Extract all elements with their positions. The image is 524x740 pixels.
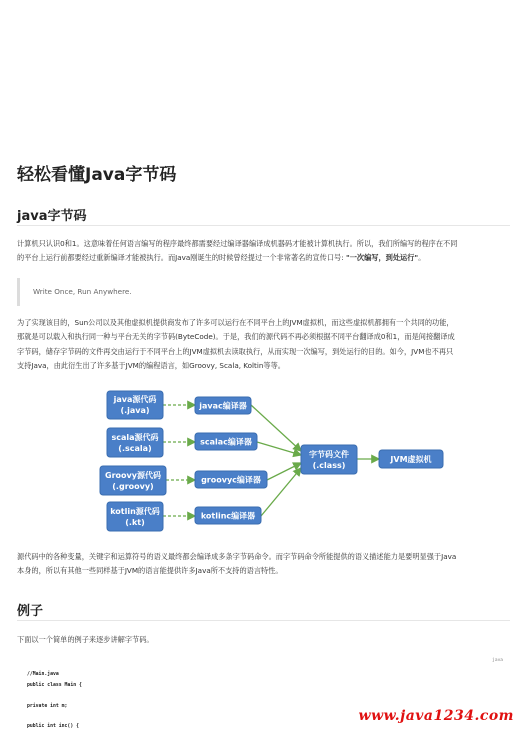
edge-scalac-bytecode xyxy=(257,442,301,455)
edge-groovyc-bytecode xyxy=(267,463,301,480)
node-groovy-source xyxy=(100,466,166,495)
svg-text:Groovy源代码: Groovy源代码 xyxy=(105,471,161,480)
svg-text:JVM虚拟机: JVM虚拟机 xyxy=(390,455,432,464)
edge-javac-bytecode xyxy=(251,405,301,451)
node-java-source xyxy=(107,391,163,419)
para-line: 为了实现该目的，Sun公司以及其他虚拟机提供商发布了许多可以运行在不同平台上的JVM虚拟机，而这些虚拟机都拥有一个共同的功能， xyxy=(17,318,454,327)
node-jvm xyxy=(379,450,443,468)
node-bytecode-file xyxy=(301,445,357,474)
svg-text:字节码文件: 字节码文件 xyxy=(309,450,349,459)
svg-text:javac编译器: javac编译器 xyxy=(199,401,247,411)
svg-text:kotlinc编译器: kotlinc编译器 xyxy=(200,511,256,521)
site-watermark: www.java1234.com xyxy=(358,708,514,724)
page-title: 轻松看懂Java字节码 xyxy=(17,165,177,185)
node-kotlin-source xyxy=(107,502,163,531)
quote-text: Write Once, Run Anywhere. xyxy=(33,287,132,296)
svg-text:(.kt): (.kt) xyxy=(125,518,145,527)
svg-text:(.class): (.class) xyxy=(312,461,346,470)
code-lang-label: java xyxy=(492,658,503,663)
svg-text:java源代码: java源代码 xyxy=(113,395,157,404)
para-line: 支持Java，由此衍生出了许多基于JVM的编程语言，如Groovy, Scala, Koltin等等。 xyxy=(17,361,285,371)
bytecode-semantics-paragraph xyxy=(17,550,509,579)
intro-line-end: 。 xyxy=(418,253,426,263)
example-intro: 下面以一个简单的例子来逐步讲解字节码。 xyxy=(17,635,154,644)
para-line: 源代码中的各种变量，关键字和运算符号的语义最终都会编译成多条字节码命令。而字节码命令所能提供的语义描述能力是要明显强于Java xyxy=(17,552,457,561)
node-scala-source xyxy=(107,428,163,457)
heading-underline xyxy=(17,620,510,621)
svg-text:(.java): (.java) xyxy=(120,406,150,415)
svg-text:(.scala): (.scala) xyxy=(118,444,152,453)
code-line: public int inc() { xyxy=(27,724,79,729)
para-line: 本身的，所以有其他一些同样基于JVM的语言能提供许多Java所不支持的语言特性。 xyxy=(17,566,283,576)
para-line: 字节码，储存字节码的文件再交由运行于不同平台上的JVM虚拟机去读取执行，从而实现一次编写，到处运行的目的。如今，JVM也不再只 xyxy=(17,346,454,356)
code-line: private int m; xyxy=(27,704,68,709)
section-heading-java-bytecode: java字节码 xyxy=(17,209,87,224)
svg-text:groovyc编译器: groovyc编译器 xyxy=(201,475,261,485)
node-javac xyxy=(195,397,251,414)
intro-line-2: 的平台上运行前都要经过重新编译才能被执行。而Java刚诞生的时候曾经提过一个非常著名的宣传口号: xyxy=(17,253,346,263)
code-line: //Main.java xyxy=(27,672,59,677)
svg-text:scalac编译器: scalac编译器 xyxy=(200,437,252,447)
intro-line-1: 计算机只认识0和1。这意味着任何语言编写的程序最终都需要经过编译器编译成机器码才能被计算机执行。所以，我们所编写的程序在不同 xyxy=(17,239,458,248)
node-kotlinc xyxy=(195,507,261,524)
code-line: public class Main { xyxy=(27,683,82,688)
svg-text:kotlin源代码: kotlin源代码 xyxy=(110,507,160,516)
slogan-text: "一次编写，到处运行" xyxy=(345,253,419,263)
node-scalac xyxy=(195,433,257,450)
code-block xyxy=(17,654,509,740)
svg-text:(.groovy): (.groovy) xyxy=(112,482,154,491)
para-line: 那就是可以载入和执行同一种与平台无关的字节码(ByteCode)。于是，我们的源代码不再必须根据不同平台翻译成0和1，而是间接翻译成 xyxy=(17,332,455,342)
section-heading-example: 例子 xyxy=(17,604,44,619)
svg-text:scala源代码: scala源代码 xyxy=(111,433,159,442)
node-groovyc xyxy=(195,471,267,488)
